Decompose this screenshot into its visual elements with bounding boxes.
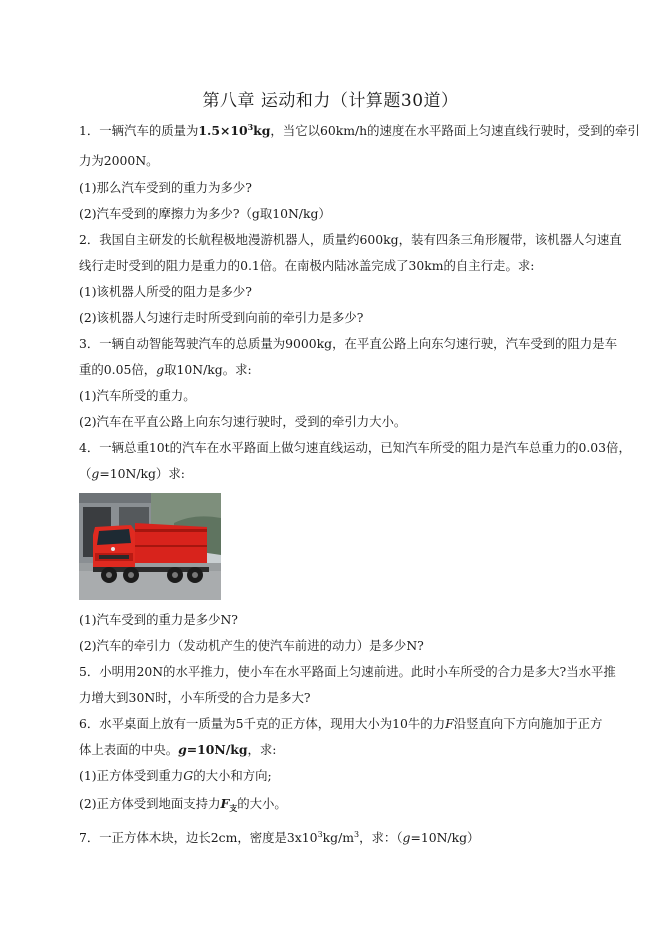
q4-line-1: 4．一辆总重10t的汽车在水平路面上做匀速直线运动，已知汽车所受的阻力是汽车总重力的0.03倍， bbox=[79, 440, 631, 455]
q3-sub-2: (2)汽车在平直公路上向东匀速行驶时，受到的牵引力大小。 bbox=[79, 414, 407, 429]
q3-line-2: 重的0.05倍，g取10N/kg。求: bbox=[79, 362, 252, 377]
q1-text-b: ，当它以60km/h的速度在水平路面上匀速直线行驶时，受到的牵引 bbox=[270, 123, 640, 138]
q3-line-1: 3．一辆自动智能驾驶汽车的总质量为9000kg，在平直公路上向东匀速行驶，汽车受到的阻力是车 bbox=[79, 336, 618, 351]
q4-line-2: （g=10N/kg）求: bbox=[79, 466, 185, 481]
q1-text-a: 1．一辆汽车的质量为 bbox=[79, 123, 199, 138]
q6-line-2: 体上表面的中央。g=10N/kg，求: bbox=[79, 742, 277, 757]
q5-line-1: 5．小明用20N的水平推力，使小车在水平路面上匀速前进。此时小车所受的合力是多大?当水平推 bbox=[79, 664, 616, 679]
red-dump-truck-icon bbox=[79, 493, 221, 600]
q2-line-2: 线行走时受到的阻力是重力的0.1倍。在南极内陆冰盖完成了30km的自主行走。求: bbox=[79, 258, 535, 273]
q4-sub-1: (1)汽车受到的重力是多少N? bbox=[79, 612, 238, 627]
q1-line-1 bbox=[79, 122, 640, 139]
q6-line-1: 6．水平桌面上放有一质量为5千克的正方体，现用大小为10牛的力F沿竖直向下方向施加于正方 bbox=[79, 716, 603, 731]
q2-line-1: 2．我国自主研发的长航程极地漫游机器人，质量约600kg，装有四条三角形履带，该机器人匀速直 bbox=[79, 232, 622, 247]
q2-sub-1: (1)该机器人所受的阻力是多少? bbox=[79, 284, 252, 299]
q1-sub-2: (2)汽车受到的摩擦力为多少?（g取10N/kg） bbox=[79, 206, 331, 221]
truck-photo bbox=[79, 493, 221, 600]
q3-sub-1: (1)汽车所受的重力。 bbox=[79, 388, 196, 403]
q7-line-1: 7．一正方体木块，边长2cm，密度是$3x10^3kg/m^3$，求：（g=10N/kg） bbox=[79, 830, 480, 845]
q6-sub-2: (2)正方体受到地面支持力$F_支$的大小。 bbox=[79, 796, 287, 813]
page-title: 第八章 运动和力（计算题30道） bbox=[202, 91, 459, 111]
q1-sub-1: (1)那么汽车受到的重力为多少? bbox=[79, 180, 252, 195]
q4-sub-2: (2)汽车的牵引力（发动机产生的使汽车前进的动力）是多少N? bbox=[79, 638, 424, 653]
q1-mass: $1.5\times 10^3kg$ bbox=[198, 122, 271, 138]
q2-sub-2: (2)该机器人匀速行走时所受到向前的牵引力是多少? bbox=[79, 310, 364, 325]
q1-line-2: 力为2000N。 bbox=[79, 153, 159, 168]
q6-sub-1: (1)正方体受到重力G的大小和方向; bbox=[79, 768, 272, 783]
q5-line-2: 力增大到30N时，小车所受的合力是多大? bbox=[79, 690, 311, 705]
